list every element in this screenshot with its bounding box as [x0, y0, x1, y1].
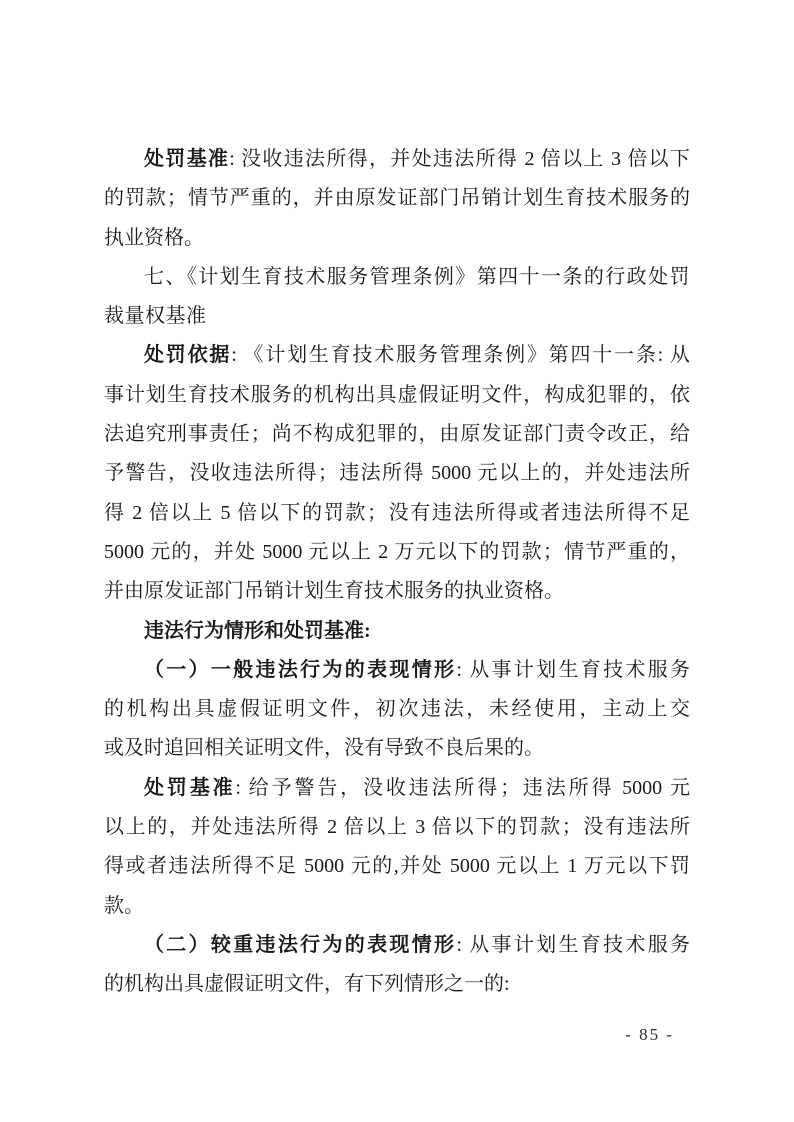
- para-penalty-basis-art41: [104, 336, 690, 611]
- text-line: [104, 179, 690, 218]
- text-run: 事计划生育技术服务的机构出具虚假证明文件，构成犯罪的，依: [104, 383, 690, 406]
- text-run: 执业资格。: [104, 226, 204, 249]
- para-section-heading-seven: [104, 258, 690, 337]
- document-body: [104, 140, 690, 1005]
- text-line: [104, 219, 690, 258]
- text-line: [104, 690, 690, 729]
- text-run: 七、《计划生育技术服务管理条例》第四十一条的行政处罚: [144, 265, 690, 288]
- text-line: [104, 454, 690, 493]
- text-run: 并由原发证部门吊销计划生育技术服务的执业资格。: [104, 580, 564, 603]
- bold-text-run: 处罚依据: [144, 344, 232, 367]
- text-run: : 从事计划生育技术服务: [456, 933, 690, 956]
- page-number: - 85 -: [625, 1025, 674, 1044]
- para-general-penalty-standard: [104, 769, 690, 926]
- text-line: [104, 651, 690, 690]
- text-run: : 从事计划生育技术服务: [456, 658, 690, 681]
- text-line: [104, 769, 690, 808]
- text-line: [104, 533, 690, 572]
- bold-text-run: 处罚基准: [144, 776, 236, 799]
- text-line: [104, 258, 690, 297]
- text-run: 5000 元的，并处 5000 元以上 2 万元以下的罚款；情节严重的，: [104, 540, 690, 563]
- para-violation-situations-header: [104, 612, 690, 651]
- text-line: [104, 847, 690, 886]
- text-run: 裁量权基准: [104, 305, 207, 328]
- text-run: 款。: [104, 894, 144, 917]
- text-line: [104, 965, 690, 1004]
- bold-text-run: 违法行为情形和处罚基准:: [144, 619, 371, 642]
- text-line: [104, 572, 690, 611]
- text-run: : 《计划生育技术服务管理条例》第四十一条: 从: [231, 344, 690, 367]
- text-line: [104, 612, 690, 651]
- text-line: [104, 376, 690, 415]
- text-line: [104, 415, 690, 454]
- text-line: [104, 297, 690, 336]
- para-serious-violation: [104, 926, 690, 1005]
- text-line: [104, 887, 690, 926]
- text-run: 予警告，没收违法所得；违法所得 5000 元以上的，并处违法所: [104, 462, 690, 485]
- text-line: [104, 729, 690, 768]
- text-run: 的机构出具虚假证明文件，有下列情形之一的:: [104, 973, 510, 996]
- text-run: 得或者违法所得不足 5000 元的,并处 5000 元以上 1 万元以下罚: [104, 855, 690, 878]
- text-run: 的罚款；情节严重的，并由原发证部门吊销计划生育技术服务的: [104, 187, 690, 210]
- text-line: [104, 926, 690, 965]
- text-run: 得 2 倍以上 5 倍以下的罚款；没有违法所得或者违法所得不足: [104, 501, 690, 524]
- bold-text-run: （一）一般违法行为的表现情形: [144, 658, 457, 681]
- text-run: 或及时追回相关证明文件，没有导致不良后果的。: [104, 737, 544, 760]
- para-general-violation: [104, 651, 690, 769]
- text-line: [104, 140, 690, 179]
- text-run: 以上的，并处违法所得 2 倍以上 3 倍以下的罚款；没有违法所: [104, 816, 690, 839]
- text-line: [104, 494, 690, 533]
- bold-text-run: （二）较重违法行为的表现情形: [144, 933, 457, 956]
- para-penalty-standard-art40: [104, 140, 690, 258]
- text-run: : 给予警告，没收违法所得；违法所得 5000 元: [235, 776, 691, 799]
- text-run: 法追究刑事责任；尚不构成犯罪的，由原发证部门责令改正，给: [104, 423, 690, 446]
- text-line: [104, 808, 690, 847]
- bold-text-run: 处罚基准: [144, 148, 230, 170]
- text-run: : 没收违法所得，并处违法所得 2 倍以上 3 倍以下: [229, 148, 690, 170]
- text-line: [104, 336, 690, 375]
- text-run: 的机构出具虚假证明文件，初次违法，未经使用，主动上交: [104, 698, 690, 721]
